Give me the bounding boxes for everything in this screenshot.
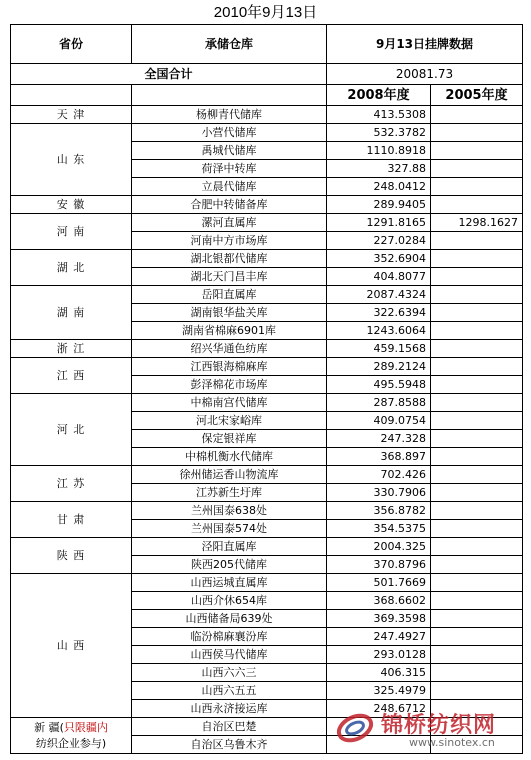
warehouse-cell: 山西运城直属库 <box>132 574 327 592</box>
table-row <box>11 286 523 304</box>
province-cell-xinjiang <box>11 718 132 754</box>
table-row <box>11 124 523 142</box>
value-2008-cell: 404.8077 <box>327 268 431 286</box>
value-2008-cell: 247.328 <box>327 430 431 448</box>
value-2008-cell: 248.0412 <box>327 178 431 196</box>
warehouse-cell: 湖南银华盐关库 <box>132 304 327 322</box>
warehouse-cell: 湖南省棉麻6901库 <box>132 322 327 340</box>
value-2005-cell <box>431 358 523 376</box>
value-2005-cell <box>431 502 523 520</box>
table-row <box>11 394 523 412</box>
year-2005: 2005年度 <box>431 85 523 106</box>
value-2005-cell <box>431 466 523 484</box>
value-2008-cell: 406.315 <box>327 664 431 682</box>
province-cell: 甘 肃 <box>11 502 132 538</box>
warehouse-cell: 湖北天门昌丰库 <box>132 268 327 286</box>
value-2008-cell: 495.5948 <box>327 376 431 394</box>
year-spacer <box>132 85 327 106</box>
value-2008-cell: 702.426 <box>327 466 431 484</box>
value-2008-cell: 356.8782 <box>327 502 431 520</box>
province-cell: 江 苏 <box>11 466 132 502</box>
value-2005-cell <box>431 556 523 574</box>
warehouse-cell: 自治区乌鲁木齐 <box>132 736 327 754</box>
value-2008-cell: 501.7669 <box>327 574 431 592</box>
warehouse-cell: 山西侯马代储库 <box>132 646 327 664</box>
warehouse-cell: 泾阳直属库 <box>132 538 327 556</box>
value-2008-cell: 248.6712 <box>327 700 431 718</box>
warehouse-cell: 河南中方市场库 <box>132 232 327 250</box>
warehouse-cell: 荷泽中转库 <box>132 160 327 178</box>
value-2008-cell: 2004.325 <box>327 538 431 556</box>
value-2005-cell <box>431 430 523 448</box>
value-2008-cell: 322.6394 <box>327 304 431 322</box>
warehouse-cell: 立晨代储库 <box>132 178 327 196</box>
value-2005-cell <box>431 520 523 538</box>
value-2008-cell: 368.897 <box>327 448 431 466</box>
warehouse-cell: 兰州国泰638处 <box>132 502 327 520</box>
table-row <box>11 106 523 124</box>
value-2005-cell <box>431 286 523 304</box>
warehouse-cell: 山西介休654库 <box>132 592 327 610</box>
warehouse-cell: 陕西205代储库 <box>132 556 327 574</box>
value-2008-cell: 354.5375 <box>327 520 431 538</box>
header-warehouse: 承储仓库 <box>132 25 327 64</box>
warehouse-cell: 湖北银都代储库 <box>132 250 327 268</box>
warehouse-cell: 中棉南宫代储库 <box>132 394 327 412</box>
listing-table <box>10 24 523 754</box>
value-2005-cell <box>431 610 523 628</box>
warehouse-cell: 小营代储库 <box>132 124 327 142</box>
province-cell: 浙 江 <box>11 340 132 358</box>
value-2005-cell <box>431 484 523 502</box>
value-2008-cell: 2087.4324 <box>327 286 431 304</box>
total-label: 全国合计 <box>11 64 327 85</box>
value-2005-cell <box>431 160 523 178</box>
value-2005-cell <box>431 682 523 700</box>
value-2008-cell: 1291.8165 <box>327 214 431 232</box>
value-2008-cell: 368.6602 <box>327 592 431 610</box>
value-2005-cell: 1298.1627 <box>431 214 523 232</box>
warehouse-cell: 彭泽棉花市场库 <box>132 376 327 394</box>
province-cell: 陕 西 <box>11 538 132 574</box>
province-xinjiang-note: 只限疆内 <box>63 720 108 734</box>
total-value: 20081.73 <box>327 64 523 85</box>
year-row <box>11 85 523 106</box>
value-2008-cell: 369.3598 <box>327 610 431 628</box>
value-2005-cell <box>431 376 523 394</box>
value-2008-cell: 330.7906 <box>327 484 431 502</box>
value-2005-cell <box>431 538 523 556</box>
warehouse-cell: 杨柳青代储库 <box>132 106 327 124</box>
province-cell: 湖 南 <box>11 286 132 340</box>
warehouse-cell: 中棉机衡水代储库 <box>132 448 327 466</box>
warehouse-cell: 自治区巴楚 <box>132 718 327 736</box>
warehouse-cell: 山西永济接运库 <box>132 700 327 718</box>
watermark-url: www.sinotex.cn <box>409 736 495 749</box>
table-row <box>11 502 523 520</box>
value-2008-cell: 293.0128 <box>327 646 431 664</box>
value-2005-cell <box>431 628 523 646</box>
value-2005-cell <box>431 394 523 412</box>
value-2005-cell <box>431 322 523 340</box>
value-2005-cell <box>431 268 523 286</box>
value-2008-cell: 409.0754 <box>327 412 431 430</box>
warehouse-cell: 山西储备局639处 <box>132 610 327 628</box>
value-2008-cell: 287.8588 <box>327 394 431 412</box>
warehouse-cell: 绍兴华通色纺库 <box>132 340 327 358</box>
value-2005-cell <box>431 304 523 322</box>
table-row <box>11 340 523 358</box>
province-cell: 安 徽 <box>11 196 132 214</box>
value-2008-cell: 413.5308 <box>327 106 431 124</box>
value-2005-cell <box>431 124 523 142</box>
province-cell: 山 东 <box>11 124 132 196</box>
total-row <box>11 64 523 85</box>
value-2005-cell <box>431 448 523 466</box>
value-2005-cell <box>431 106 523 124</box>
value-2008-cell: 247.4927 <box>327 628 431 646</box>
header-province: 省份 <box>11 25 132 64</box>
watermark-name: 锦桥纺织网 <box>381 713 497 738</box>
year-2008: 2008年度 <box>327 85 431 106</box>
table-row <box>11 358 523 376</box>
value-2005-cell <box>431 340 523 358</box>
value-2005-cell <box>431 196 523 214</box>
warehouse-cell: 山西六五五 <box>132 682 327 700</box>
warehouse-cell: 岳阳直属库 <box>132 286 327 304</box>
province-cell: 天 津 <box>11 106 132 124</box>
province-xinjiang-note-2: 纺织企业参与) <box>35 736 107 750</box>
warehouse-cell: 合肥中转储备库 <box>132 196 327 214</box>
value-2005-cell <box>431 178 523 196</box>
value-2008-cell: 1110.8918 <box>327 142 431 160</box>
value-2008-cell: 459.1568 <box>327 340 431 358</box>
warehouse-cell: 河北宋家峪库 <box>132 412 327 430</box>
value-2008-cell: 532.3782 <box>327 124 431 142</box>
table-row <box>11 538 523 556</box>
value-2008-cell: 325.4979 <box>327 682 431 700</box>
warehouse-cell: 山西六六三 <box>132 664 327 682</box>
table-row <box>11 466 523 484</box>
province-cell: 江 西 <box>11 358 132 394</box>
value-2008-cell: 289.9405 <box>327 196 431 214</box>
page-title: 2010年9月13日 <box>213 4 318 21</box>
value-2008-cell: 289.2124 <box>327 358 431 376</box>
value-2008-cell: 352.6904 <box>327 250 431 268</box>
value-2008-cell: 370.8796 <box>327 556 431 574</box>
warehouse-cell: 徐州储运香山物流库 <box>132 466 327 484</box>
value-2005-cell <box>431 412 523 430</box>
province-cell: 山 西 <box>11 574 132 718</box>
table-row <box>11 250 523 268</box>
warehouse-cell: 临汾棉麻襄汾库 <box>132 628 327 646</box>
value-2005-cell <box>431 574 523 592</box>
value-2005-cell <box>431 664 523 682</box>
value-2008-cell: 327.88 <box>327 160 431 178</box>
year-spacer <box>11 85 132 106</box>
warehouse-cell: 兰州国泰574处 <box>132 520 327 538</box>
warehouse-cell: 保定银祥库 <box>132 430 327 448</box>
warehouse-cell: 漯河直属库 <box>132 214 327 232</box>
value-2005-cell <box>431 142 523 160</box>
value-2005-cell <box>431 250 523 268</box>
table-row <box>11 574 523 592</box>
province-cell: 河 北 <box>11 394 132 466</box>
warehouse-cell: 江苏新生圩库 <box>132 484 327 502</box>
province-xinjiang-name: 新 疆( <box>34 720 64 734</box>
watermark <box>335 704 525 754</box>
province-cell: 河 南 <box>11 214 132 250</box>
value-2005-cell <box>431 646 523 664</box>
table-row <box>11 196 523 214</box>
table-body <box>11 25 523 754</box>
header-row <box>11 25 523 64</box>
table-row <box>11 214 523 232</box>
value-2005-cell <box>431 592 523 610</box>
value-2008-cell: 227.0284 <box>327 232 431 250</box>
header-listing: 9月13日挂牌数据 <box>327 25 523 64</box>
warehouse-cell: 禹城代储库 <box>132 142 327 160</box>
value-2005-cell <box>431 232 523 250</box>
province-cell: 湖 北 <box>11 250 132 286</box>
value-2008-cell: 1243.6064 <box>327 322 431 340</box>
warehouse-cell: 江西银海棉麻库 <box>132 358 327 376</box>
sinotex-logo-icon <box>335 708 375 748</box>
